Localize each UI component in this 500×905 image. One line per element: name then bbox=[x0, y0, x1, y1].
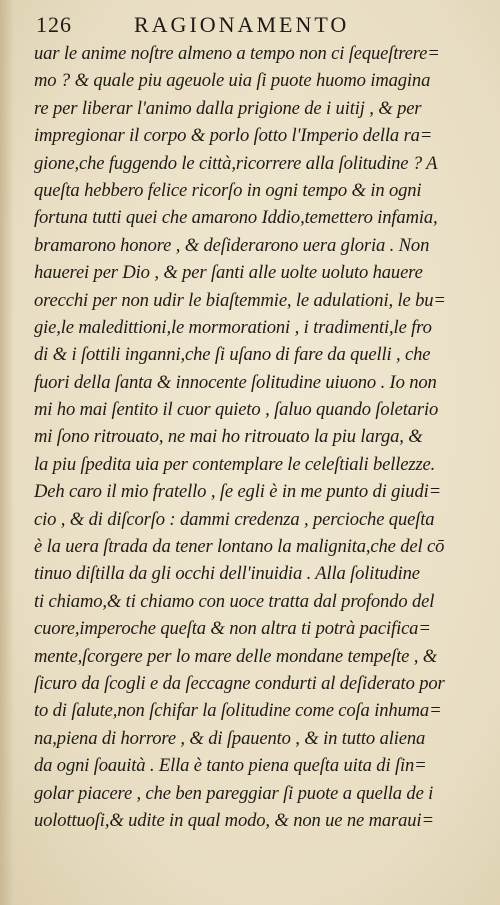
text-line: da ogni ſoauità . Ella è tanto piena queſta uita di ſin= bbox=[34, 755, 427, 777]
running-title: RAGIONAMENTO bbox=[134, 12, 350, 37]
text-line: uolottuoſi,& udite in qual modo, & non ue ne maraui= bbox=[34, 809, 434, 831]
text-line: Deh caro il mio fratello , ſe egli è in me punto di giudi= bbox=[34, 481, 441, 503]
text-line: gie,le maledittioni,le mormorationi , i tradimenti,le fro bbox=[34, 316, 432, 338]
text-line: fortuna tutti quei che amarono Iddio,temettero infamia, bbox=[34, 207, 438, 229]
page-header bbox=[36, 10, 476, 40]
text-line: tinuo diſtilla da gli occhi dell'inuidia . Alla ſolitudine bbox=[34, 563, 420, 585]
text-line: golar piacere , che ben pareggiar ſi puote a quella de i bbox=[34, 782, 434, 804]
text-line: hauerei per Dio , & per ſanti alle uolte uoluto hauere bbox=[34, 262, 423, 284]
text-line: ſicuro da ſcogli e da ſeccagne condurti al deſiderato por bbox=[34, 672, 445, 694]
page-number: 126 bbox=[36, 12, 72, 37]
text-line: mi ho mai ſentito il cuor quieto , ſaluo quando ſoletario bbox=[34, 399, 439, 421]
text-line: ti chiamo,& ti chiamo con uoce tratta dal profondo del bbox=[34, 590, 435, 612]
text-line: na,piena di horrore , & di ſpauento , & in tutto aliena bbox=[34, 727, 426, 749]
body-text bbox=[34, 40, 480, 834]
text-line: to di ſalute,non ſchifar la ſolitudine come coſa inhuma= bbox=[34, 700, 442, 722]
page-gutter-shadow bbox=[0, 0, 14, 905]
text-line: uar le anime noſtre almeno a tempo non ci ſequeſtrere= bbox=[34, 43, 440, 64]
text-line: la piu ſpedita uia per contemplare le celeſtiali bellezze. bbox=[34, 453, 436, 475]
text-line: bramarono honore , & deſiderarono uera gloria . Non bbox=[34, 234, 430, 256]
text-line: mente,ſcorgere per lo mare delle mondane tempeſte , & bbox=[34, 645, 438, 667]
text-line: mi ſono ritrouato, ne mai ho ritrouato la piu larga, & bbox=[34, 426, 423, 448]
text-line: mo ? & quale piu ageuole uia ſi puote huomo imagina bbox=[34, 70, 431, 92]
text-line: re per liberar l'animo dalla prigione de i uitij , & per bbox=[34, 97, 422, 119]
text-line: impregionar il corpo & porlo ſotto l'Imperio della ra= bbox=[34, 125, 433, 147]
text-line: fuori della ſanta & innocente ſolitudine uiuono . Io non bbox=[34, 371, 437, 393]
text-line: cio , & di diſcorſo : dammi credenza , percioche queſta bbox=[34, 508, 435, 530]
text-line: gione,che fuggendo le città,ricorrere alla ſolitudine ? A bbox=[34, 152, 438, 174]
text-line: queſta hebbero felice ricorſo in ogni tempo & in ogni bbox=[34, 179, 422, 201]
text-line: di & i ſottili inganni,che ſi uſano di fare da quelli , che bbox=[34, 344, 431, 366]
text-line: è la uera ſtrada da tener lontano la malignita,che del cō bbox=[34, 536, 445, 558]
text-line: cuore,imperoche queſta & non altra ti potrà pacifica= bbox=[34, 618, 431, 640]
text-line: orecchi per non udir le biaſtemmie, le adulationi, le bu= bbox=[34, 289, 446, 311]
